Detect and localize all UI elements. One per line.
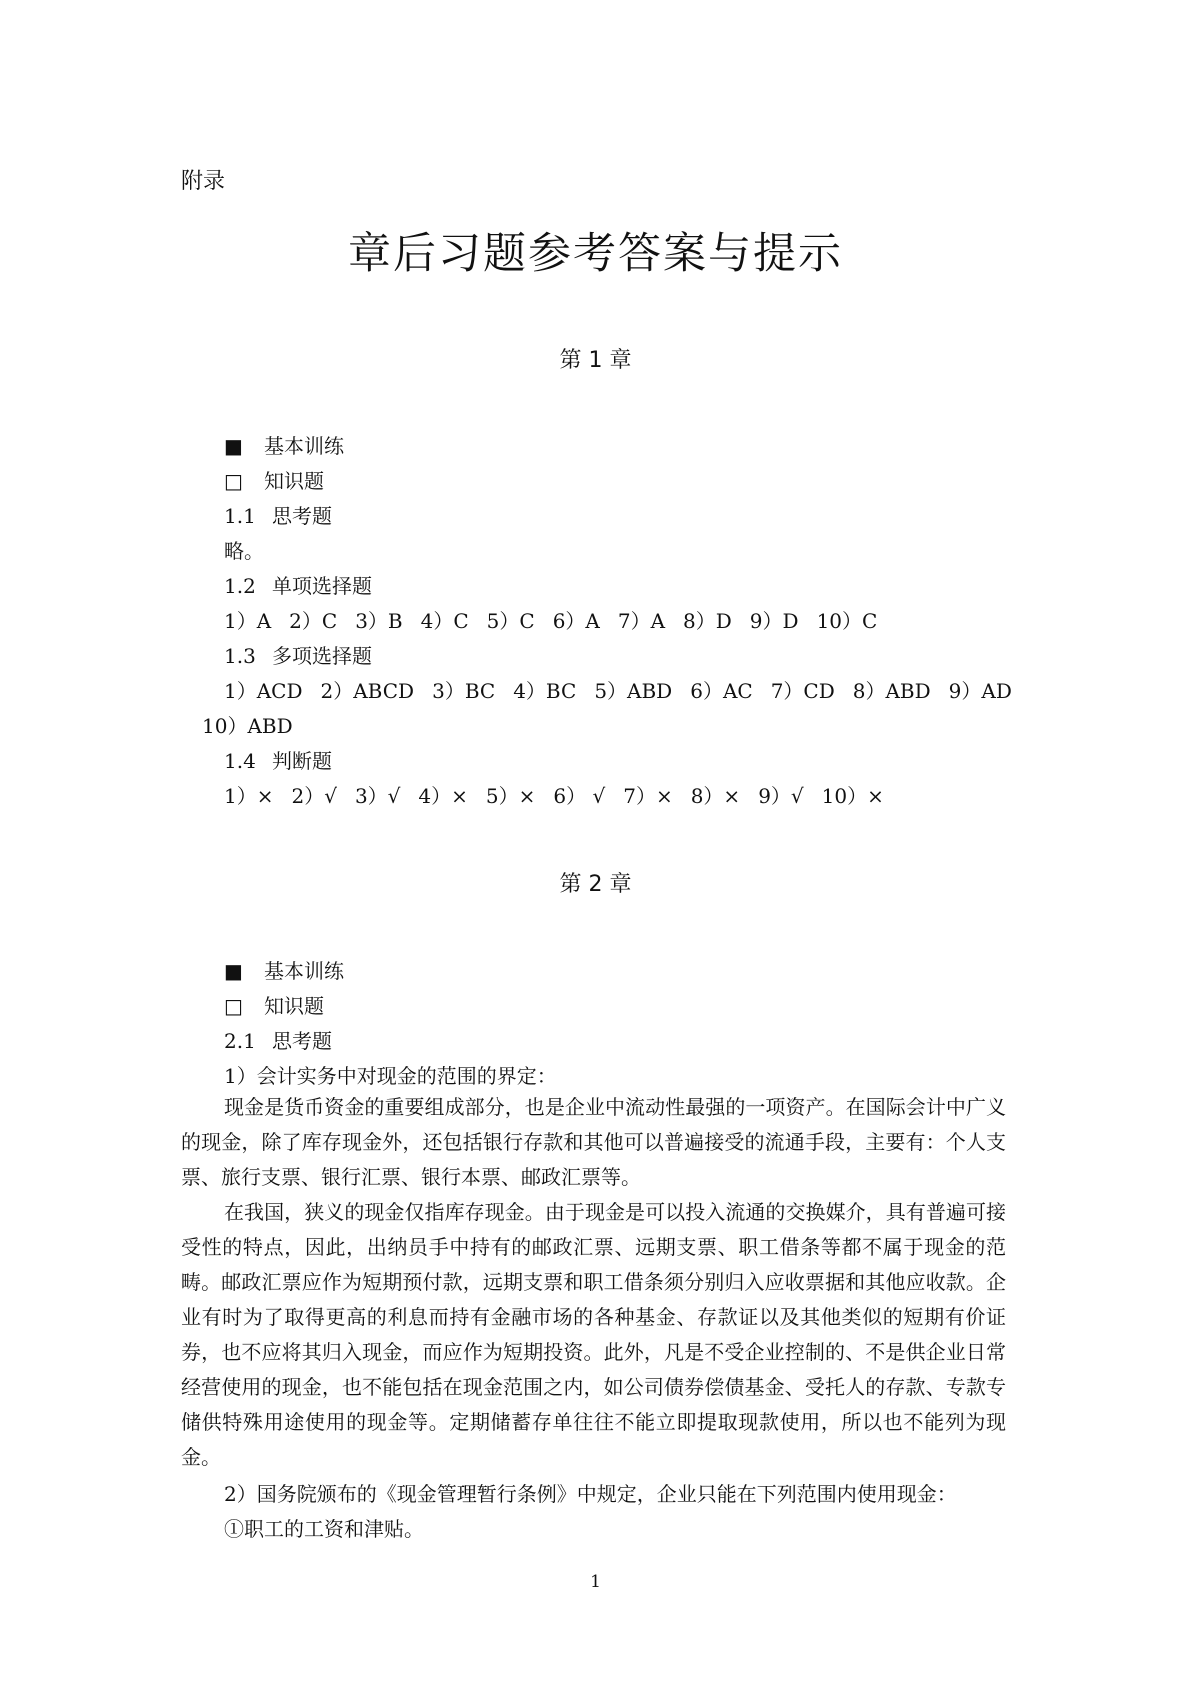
answer-item: 1）ACD <box>224 679 303 703</box>
answer-item: 5）× <box>485 784 536 808</box>
answer-item: 5）ABD <box>594 679 673 703</box>
answer-item: 2）ABCD <box>320 679 415 703</box>
answer-item: 7）CD <box>770 679 835 703</box>
square-bullet-icon: ■ <box>224 959 243 983</box>
answer-item: 2）√ <box>291 784 337 808</box>
answer-item: 4）C <box>420 609 469 633</box>
section-1-1-heading: 1.1 思考题 <box>224 504 332 528</box>
checkbox-bullet-icon: □ <box>224 994 243 1018</box>
answer-item: 8）ABD <box>852 679 931 703</box>
answer-item: 6）AC <box>690 679 753 703</box>
answer-item: 3）B <box>355 609 403 633</box>
answer-item: 7）A <box>617 609 666 633</box>
basic-training-label: 基本训练 <box>264 434 344 458</box>
answer-item: 9）√ <box>758 784 804 808</box>
answer-item: 9）AD <box>948 679 1012 703</box>
appendix-label: 附录 <box>181 169 226 194</box>
paragraph-2: 在我国，狭义的现金仅指库存现金。由于现金是可以投入流通的交换媒介，具有普遍可接受性的特点，因此，出纳员手中持有的邮政汇票、远期支票、职工借条等都不属于现金的范畴。邮政汇票应作为短期预付款，远期支票和职工借条须分别归入应收票据和其他应收款。企业有时为了取得更高的利息而持有金融市场的各种基金、存款证以及其他类似的短期有价证券，也不应将其归入现金，而应作为短期投资。此外，凡是不受企业控制的、不是供企业日常经营使用的现金，也不能包括在现金范围之内，如公司债券偿债基金、受托人的存款、专款专储供特殊用途使用的现金等。定期储蓄存单往往不能立即提取现款使用，所以也不能列为现金。 <box>181 1200 1006 1469</box>
answer-item: 4）BC <box>513 679 577 703</box>
answer-item: 6） √ <box>553 784 606 808</box>
answer-item: 2）C <box>289 609 338 633</box>
question-2: 2）国务院颁布的《现金管理暂行条例》中规定，企业只能在下列范围内使用现金： <box>224 1482 957 1506</box>
answer-item: 7）× <box>623 784 673 808</box>
section-1-1-body: 略。 <box>224 539 264 563</box>
multi-choice-answers <box>224 675 1030 704</box>
answer-item: 1）A <box>224 609 272 633</box>
answer-item: 8）D <box>683 609 732 633</box>
answer-item: 5）C <box>486 609 535 633</box>
answer-item: 1）× <box>224 784 274 808</box>
question-1: 1）会计实务中对现金的范围的界定： <box>224 1064 557 1088</box>
answer-item: 10）× <box>821 784 884 808</box>
paragraph-1: 现金是货币资金的重要组成部分，也是企业中流动性最强的一项资产。在国际会计中广义的现金，除了库存现金外，还包括银行存款和其他可以普遍接受的流通手段，主要有：个人支票、旅行支票、银行汇票、银行本票、邮政汇票等。 <box>181 1095 1006 1189</box>
chapter1-knowledge <box>224 465 324 494</box>
section-1-3-heading: 1.3 多项选择题 <box>224 644 372 668</box>
page-number: 1 <box>590 1572 601 1592</box>
chapter2-knowledge <box>224 990 324 1019</box>
chapter1-heading: 第 1 章 <box>559 348 632 373</box>
chapter2-heading: 第 2 章 <box>559 872 632 897</box>
answer-item: 8）× <box>690 784 741 808</box>
list-item-1: ①职工的工资和津贴。 <box>224 1517 424 1541</box>
true-false-answers <box>224 780 902 809</box>
page-title: 章后习题参考答案与提示 <box>348 229 843 279</box>
section-2-1-heading: 2.1 思考题 <box>224 1029 332 1053</box>
answer-item: 10）C <box>816 609 878 633</box>
answer-item: 3）√ <box>354 784 401 808</box>
knowledge-label: 知识题 <box>264 994 324 1018</box>
chapter2-basic-training <box>224 955 344 984</box>
answer-item: 9）D <box>749 609 799 633</box>
single-choice-answers <box>224 605 895 634</box>
square-bullet-icon: ■ <box>224 434 243 458</box>
answer-item: 6）A <box>552 609 600 633</box>
answer-item: 3）BC <box>432 679 496 703</box>
section-1-4-heading: 1.4 判断题 <box>224 749 332 773</box>
checkbox-bullet-icon: □ <box>224 469 243 493</box>
answer-item: 4）× <box>418 784 468 808</box>
basic-training-label: 基本训练 <box>264 959 344 983</box>
chapter1-basic-training <box>224 430 344 459</box>
section-1-2-heading: 1.2 单项选择题 <box>224 574 372 598</box>
knowledge-label: 知识题 <box>264 469 324 493</box>
multi-choice-answers-continued: 10）ABD <box>202 714 293 738</box>
